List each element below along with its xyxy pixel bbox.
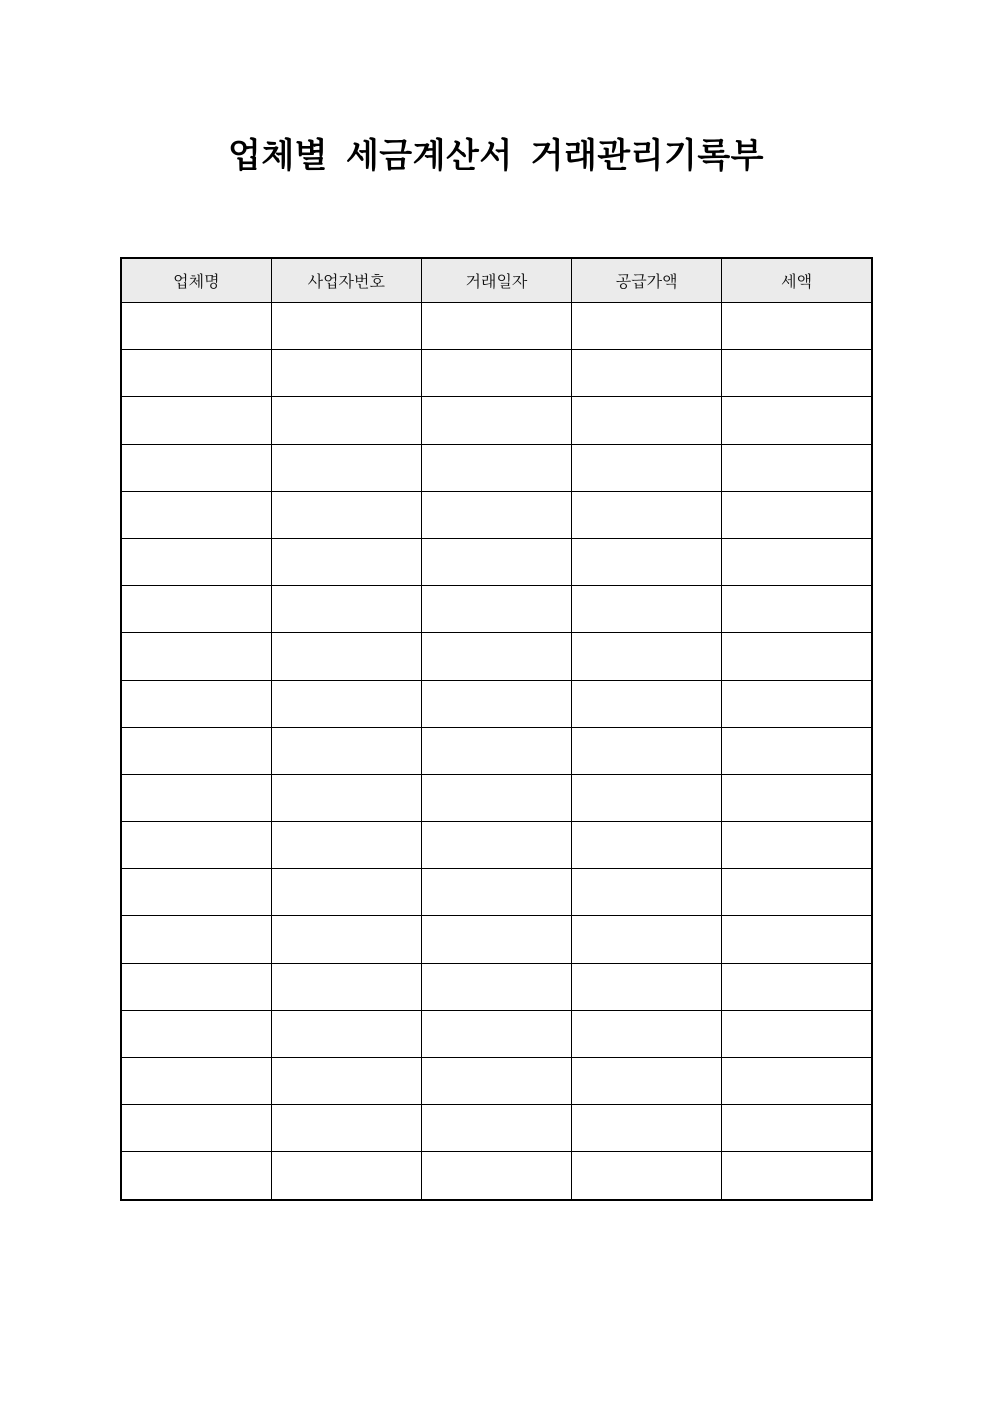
table-row xyxy=(121,774,872,821)
table-cell xyxy=(572,303,722,350)
table-cell xyxy=(572,1058,722,1105)
table-cell xyxy=(121,963,271,1010)
table-cell xyxy=(722,633,872,680)
table-cell xyxy=(722,538,872,585)
table-cell xyxy=(572,963,722,1010)
table-row xyxy=(121,586,872,633)
table-cell xyxy=(572,586,722,633)
table-cell xyxy=(722,303,872,350)
table-cell xyxy=(271,774,421,821)
table-cell xyxy=(121,822,271,869)
table-cell xyxy=(421,869,571,916)
table-cell xyxy=(271,538,421,585)
table-cell xyxy=(271,1105,421,1152)
table-cell xyxy=(421,1105,571,1152)
table-cell xyxy=(121,350,271,397)
table-cell xyxy=(722,491,872,538)
table-cell xyxy=(121,727,271,774)
table-cell xyxy=(722,774,872,821)
table-cell xyxy=(722,586,872,633)
table-cell xyxy=(572,916,722,963)
table-cell xyxy=(572,444,722,491)
table-cell xyxy=(421,633,571,680)
table-row xyxy=(121,963,872,1010)
table-cell xyxy=(271,916,421,963)
table-cell xyxy=(271,1010,421,1057)
table-cell xyxy=(421,444,571,491)
table-cell xyxy=(572,1152,722,1200)
table-cell xyxy=(121,538,271,585)
column-header-company-name: 업체명 xyxy=(121,258,271,303)
table-cell xyxy=(271,491,421,538)
table-cell xyxy=(572,633,722,680)
table-row xyxy=(121,491,872,538)
table-cell xyxy=(722,680,872,727)
table-cell xyxy=(271,822,421,869)
table-cell xyxy=(722,397,872,444)
column-header-business-number: 사업자번호 xyxy=(271,258,421,303)
table-cell xyxy=(722,963,872,1010)
table-cell xyxy=(271,963,421,1010)
table-cell xyxy=(572,680,722,727)
table-cell xyxy=(121,633,271,680)
table-cell xyxy=(121,491,271,538)
table-cell xyxy=(121,397,271,444)
table-row xyxy=(121,1010,872,1057)
table-row xyxy=(121,1105,872,1152)
table-row xyxy=(121,727,872,774)
document-title: 업체별 세금계산서 거래관리기록부 xyxy=(227,137,765,175)
table-cell xyxy=(572,397,722,444)
table-cell xyxy=(421,586,571,633)
table-row xyxy=(121,633,872,680)
table-cell xyxy=(421,1010,571,1057)
table-cell xyxy=(572,538,722,585)
table-header-row xyxy=(121,258,872,303)
table-cell xyxy=(271,869,421,916)
table-cell xyxy=(121,303,271,350)
table-cell xyxy=(121,916,271,963)
table-cell xyxy=(421,963,571,1010)
table-cell xyxy=(572,350,722,397)
table-cell xyxy=(121,1058,271,1105)
table-cell xyxy=(421,774,571,821)
table-cell xyxy=(722,350,872,397)
column-header-supply-value: 공급가액 xyxy=(572,258,722,303)
table-cell xyxy=(722,1058,872,1105)
table-cell xyxy=(271,1152,421,1200)
table-cell xyxy=(722,869,872,916)
ledger-table xyxy=(120,257,873,1201)
table-cell xyxy=(572,869,722,916)
table-row xyxy=(121,350,872,397)
table-row xyxy=(121,303,872,350)
table-row xyxy=(121,822,872,869)
table-cell xyxy=(421,538,571,585)
table-cell xyxy=(121,1105,271,1152)
table-row xyxy=(121,397,872,444)
table-cell xyxy=(421,822,571,869)
table-row xyxy=(121,1058,872,1105)
table-cell xyxy=(271,1058,421,1105)
table-cell xyxy=(271,303,421,350)
table-cell xyxy=(421,916,571,963)
table-cell xyxy=(121,680,271,727)
table-cell xyxy=(421,727,571,774)
table-row xyxy=(121,869,872,916)
table-cell xyxy=(722,916,872,963)
table-cell xyxy=(572,727,722,774)
table-cell xyxy=(722,822,872,869)
table-cell xyxy=(572,491,722,538)
table-row xyxy=(121,444,872,491)
table-row xyxy=(121,538,872,585)
table-cell xyxy=(572,1010,722,1057)
table-cell xyxy=(572,1105,722,1152)
column-header-tax-amount: 세액 xyxy=(722,258,872,303)
table-cell xyxy=(121,444,271,491)
table-cell xyxy=(722,727,872,774)
table-cell xyxy=(121,586,271,633)
column-header-transaction-date: 거래일자 xyxy=(421,258,571,303)
table-cell xyxy=(121,1010,271,1057)
table-cell xyxy=(271,397,421,444)
table-cell xyxy=(121,869,271,916)
table-cell xyxy=(421,1058,571,1105)
table-cell xyxy=(271,680,421,727)
table-cell xyxy=(121,1152,271,1200)
table-cell xyxy=(271,727,421,774)
table-cell xyxy=(421,303,571,350)
table-cell xyxy=(421,397,571,444)
table-cell xyxy=(572,774,722,821)
table-cell xyxy=(421,350,571,397)
table-cell xyxy=(271,586,421,633)
table-body xyxy=(121,303,872,1200)
table-row xyxy=(121,680,872,727)
table-cell xyxy=(271,444,421,491)
table-cell xyxy=(722,1152,872,1200)
table-cell xyxy=(271,350,421,397)
table-cell xyxy=(421,680,571,727)
table-cell xyxy=(572,822,722,869)
table-cell xyxy=(421,491,571,538)
table-cell xyxy=(271,633,421,680)
table-cell xyxy=(722,1010,872,1057)
table-row xyxy=(121,1152,872,1200)
table-cell xyxy=(722,444,872,491)
table-cell xyxy=(121,774,271,821)
table-row xyxy=(121,916,872,963)
table-cell xyxy=(421,1152,571,1200)
table-cell xyxy=(722,1105,872,1152)
